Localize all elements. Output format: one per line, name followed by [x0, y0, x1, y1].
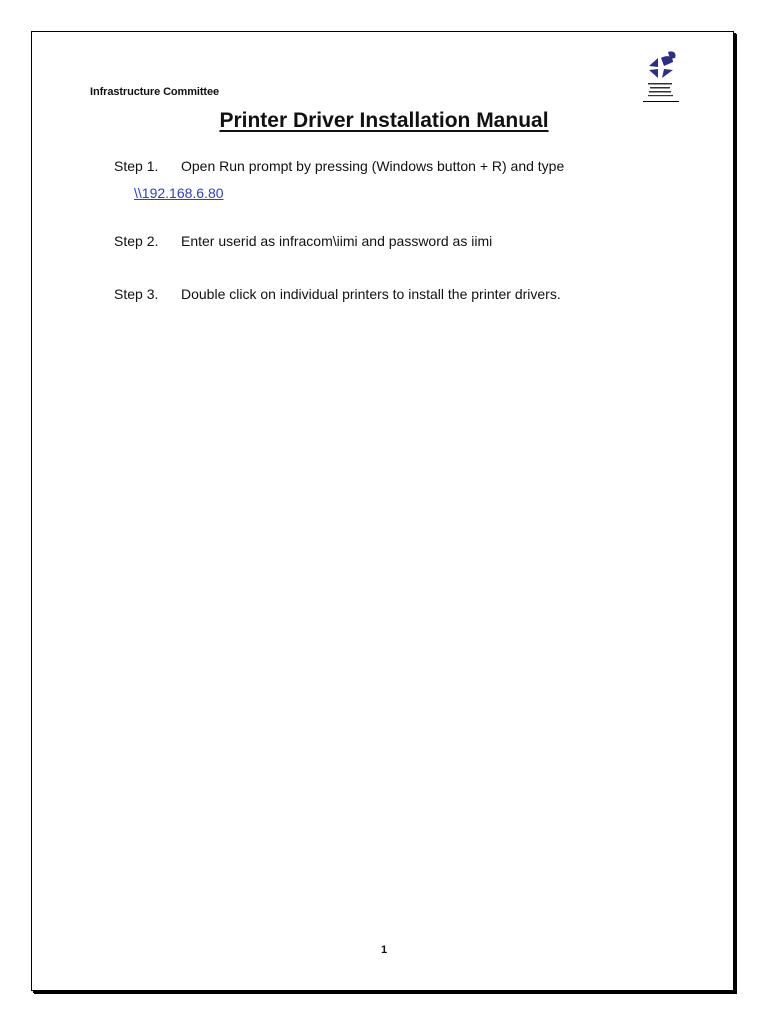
- step-3-text: Double click on individual printers to install the printer drivers.: [181, 286, 561, 302]
- step-2-text: Enter userid as infracom\iimi and password as iimi: [181, 233, 493, 249]
- step-1-text: Open Run prompt by pressing (Windows button + R) and type: [181, 158, 565, 174]
- committee-header: Infrastructure Committee: [90, 86, 220, 98]
- step-3-label: Step 3.: [114, 286, 159, 302]
- step-3: [114, 286, 561, 302]
- logo-underline: [643, 101, 679, 102]
- step-1-label: Step 1.: [114, 158, 159, 174]
- step-2: [114, 233, 492, 249]
- network-path-link[interactable]: \\192.168.6.80: [134, 185, 224, 201]
- step-2-label: Step 2.: [114, 233, 159, 249]
- page-number: 1: [380, 944, 388, 956]
- document-title: Printer Driver Installation Manual: [219, 109, 549, 132]
- step-1: [114, 158, 564, 174]
- page-border: [31, 31, 734, 991]
- iim-indore-logo: [640, 48, 682, 104]
